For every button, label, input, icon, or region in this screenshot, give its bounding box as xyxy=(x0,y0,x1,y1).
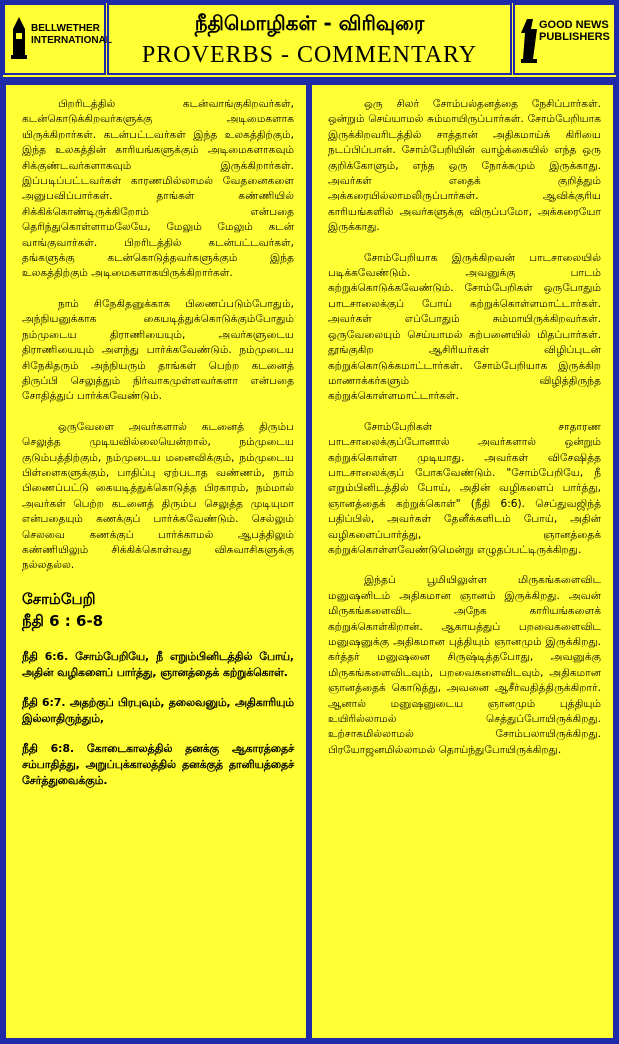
verse-6-8: நீதி 6:8. கோடைகாலத்தில் தனக்கு ஆகாரத்தைச் சம்பாதித்து, அறுப்புக்காலத்தில் தனக்குத் தானியத்தைச் சேர்த்துவைக்கும். xyxy=(22,741,294,787)
right-paragraph-1: ஒரு சிலர் சோம்பல்தனத்தை நேசிப்பார்கள். ஒன்றும் செய்யாமல் சும்மாயிருப்பார்கள். சோம்பேறியாக இருக்கிறவரிடத்தில் சாத்தான் அதிகமாய்க் கிரியை நடப்பிப்பான். சோம்பேறியின் வாழ்க்கையில் எந்த ஒரு குறிக்கோளும், எந்த ஒரு நோக்கமும் இருக்காது. அவர்கள் எதைக் குறித்தும் அக்கரையில்லாமலிருப்பார்கள். ஆவிக்குரிய காரியங்களில் அவர்களுக்கு விருப்பமோ, அக்கரையோ இருக்காது. xyxy=(328,98,601,234)
section-reference: நீதி 6 : 6-8 xyxy=(22,611,104,630)
left-logo-box xyxy=(3,3,112,75)
verse-6-6: நீதி 6:6. சோம்பேறியே, நீ எறும்பினிடத்தில் போய், அதின் வழிகளைப் பார்த்து, ஞானத்தைக் கற்றுக்கொள். xyxy=(22,649,294,679)
left-paragraph-2: நாம் சிநேகிதனுக்காக பிணைப்படும்போதும், அந்நியனுக்காக கையடித்துக்கொடுக்கும்போதும் நம்முடைய திராணியையும், அவர்களுடைய திராணியையும் அளந்து பார்க்கவேண்டும். நம்முடைய சிநேகிதரும் அந்நியரும் தாங்கள் பெற்ற கடனைத் திருப்பி செலுத்தும் நிர்வாகமுள்ளவர்களா என்பதை சோதித்துப் பார்க்கவேண்டும். xyxy=(22,297,294,403)
title-tamil: நீதிமொழிகள் - விரிவுரை xyxy=(194,11,425,35)
good-news-logo-icon xyxy=(519,15,539,65)
bellwether-logo xyxy=(9,15,112,65)
verse-6-7: நீதி 6:7. அதற்குப் பிரபுவும், தலைவனும், அதிகாரியும் இல்லாதிருந்தும், xyxy=(22,695,294,725)
right-paragraph-3: சோம்பேறிகள் சாதாரண பாடசாலைக்குப்போனால் அவர்களால் ஒன்றும் கற்றுக்கொள்ள முடியாது. அவர்கள் விசேஷித்த பாடசாலைக்குப் போகவேண்டும். "சோம்பேறியே, நீ எறும்பினிடத்தில் போய், அதின் வழிகளைப் பார்த்து, ஞானத்தைக் கற்றுக்கொள்" (நீதி 6:6). செப்துவஜிந்த் பதிப்பில், அவர்கள் தேனீக்களிடம் போய், அதின் வழிகளைப்பார்த்து, ஞானத்தைக் கற்றுக்கொள்ளவேண்டுமென்று எழுதப்பட்டிருக்கிறது. xyxy=(328,420,601,556)
good-news-logo xyxy=(519,15,611,65)
left-paragraph-1: பிறரிடத்தில் கடன்வாங்குகிறவர்கள், கடன்கொடுக்கிறவர்களுக்கு அடிமைகளாக யிருக்கிறார்கள். கடன்பட்டவர்கள் இந்த உலகத்திற்கும், இந்த உலகத்தின் காரியங்களுக்கும் அடிமைகளாகவும் சிக்குண்டவர்களாகவும் இருக்கிறார்கள். இப்படிப்பட்டவர்கள் காரணமில்லாமல் வேதனைகளை அனுபவிப்பார்கள். தாங்கள் கண்ணியில் சிக்கிக்கொண்டிருக்கிறோம் என்பதை தெரிந்துகொள்ளாமலேயே, மேலும் மேலும் கடன் வாங்குவார்கள். பிறரிடத்தில் கடன்பட்டவர்கள், தங்களுக்கு கடன்கொடுத்தவர்களுக்கும் இந்த உலகத்திற்கும் அடிமைகளாகயிருக்கிறார்கள். xyxy=(22,98,294,280)
right-logo-box xyxy=(513,3,616,75)
right-paragraph-4: இந்தப் பூமியிலுள்ள மிருகங்களைவிட மனுஷனிடம் அதிகமான ஞானம் இருக்கிறது. அவன் மிருகங்களைவிட அநேக காரியங்களைக் கற்றுக்கொள்கிறான். ஆகாயத்துப் பறவைகளைவிட மனுஷனுக்கு அதிகமான புத்தியும் ஞானமும் இருக்கிறது. கர்த்தர் மனுஷனை சிருஷ்டித்தபோது, அவனுக்கு மிருகங்களைவிடவும், பறவைகளைவிடவும், அதிகமான ஞானத்தைக் கொடுத்து, அவனை ஆசீர்வதித்திருக்கிறார். ஆனால் மனுஷனுடைய ஞானமும் புத்தியும் உயிரில்லாமல் செத்துப்போயிருக்கிறது. உற்சாகமில்லாமல் சோம்பலாயிருக்கிறது. பிரயோஜனமில்லாமல் தொய்ந்துபோயிருக்கிறது. xyxy=(328,574,601,756)
header xyxy=(3,3,616,77)
left-column xyxy=(3,82,309,1041)
title-box xyxy=(107,3,512,75)
bellwether-logo-text: BELLWETHER INTERNATIONAL xyxy=(31,23,112,46)
right-column xyxy=(309,82,616,1041)
section-heading: சோம்பேறி xyxy=(22,589,96,608)
left-paragraph-3: ஒருவேளை அவர்களால் கடனைத் திரும்ப செலுத்த முடியவில்லையென்றால், நம்முடைய குடும்பத்திற்கும், நம்முடைய மனைவிக்கும், நம்முடைய பிள்ளைகளுக்கும், பாதிப்பு ஏற்படாத வண்ணம், நாம் பிணைப்பட்டு கையடித்துக்கொடுத்த பிரகாரம், நம்மால் அவர்கள் பெற்ற கடனைத் திரும்ப செலுத்த முடியுமா என்பதையும் கணக்குப் பார்க்கவேண்டும். செல்லும் செலவை கணக்குப் பார்க்காமல் ஆபத்திலும் கண்ணியிலும் சிக்கிக்கொள்வது விசுவாசிகளுக்கு நல்லதல்ல. xyxy=(22,420,294,572)
good-news-logo-text: GOOD NEWS PUBLISHERS xyxy=(539,19,610,43)
title-english: PROVERBS - COMMENTARY xyxy=(141,42,478,68)
bellwether-logo-icon xyxy=(9,15,29,63)
right-paragraph-2: சோம்பேறியாக இருக்கிறவன் பாடசாலையில் படிக்கவேண்டும். அவனுக்கு பாடம் கற்றுக்கொடுக்கவேண்டும். சோம்பேறிகள் ஒருபோதும் பாடசாலைக்குப் போய் கற்றுக்கொள்ளமாட்டார்கள். அவர்கள் எப்போதும் சும்மாயிருக்கிறவர்கள். ஒருவேலையும் செய்யாமல் கற்பனையில் மிதப்பார்கள். தூங்குகிற ஆசிரியர்கள் விழிப்புடன் கற்றுக்கொடுக்கமாட்டார்கள். சோம்பேறியாக இருக்கிற மாணாக்கர்களும் விழித்திருந்த கற்றுக்கொள்ளமாட்டார்கள். xyxy=(328,251,601,403)
